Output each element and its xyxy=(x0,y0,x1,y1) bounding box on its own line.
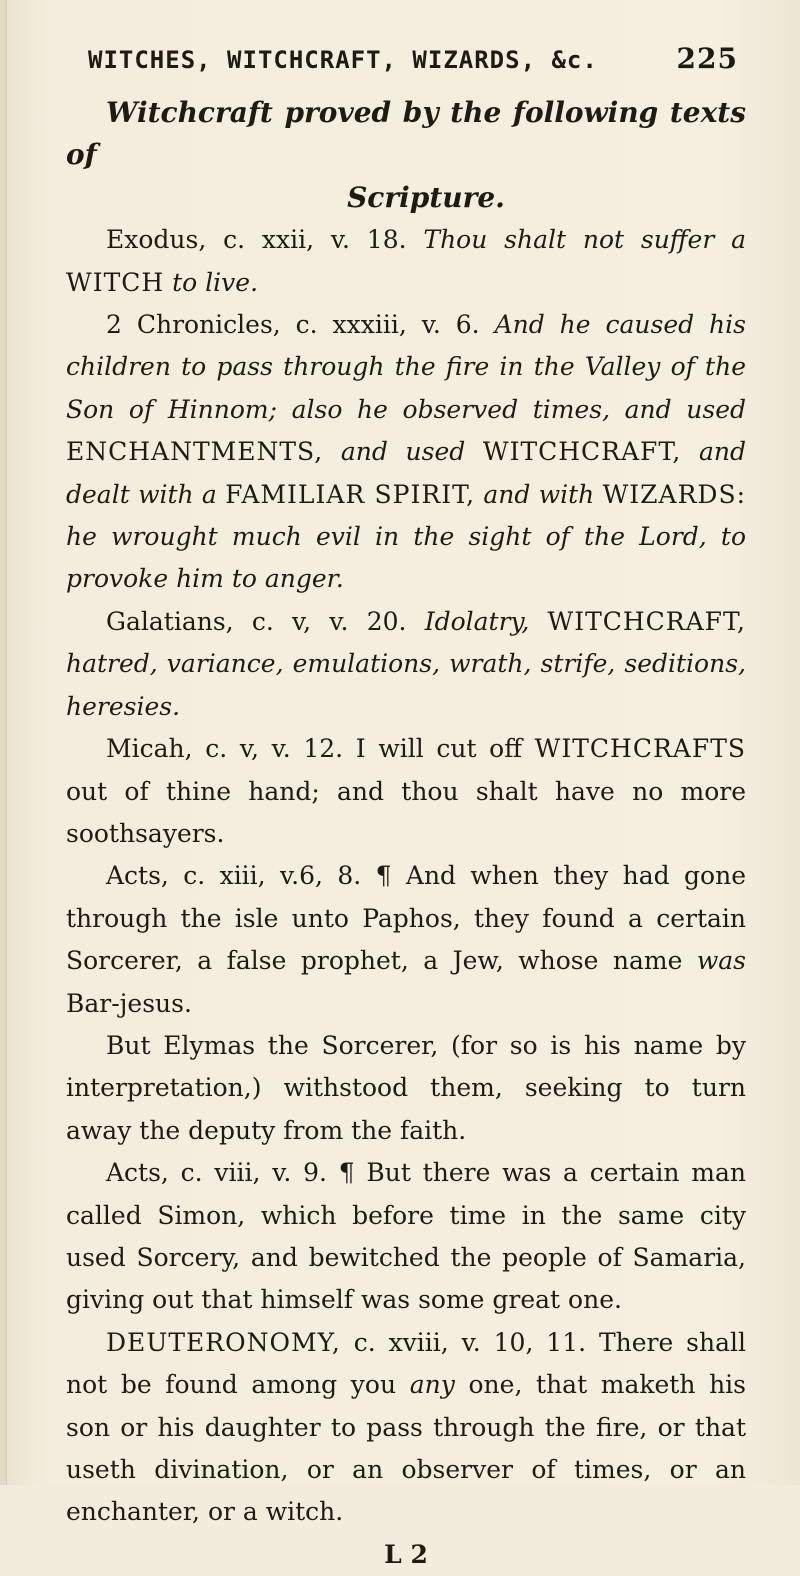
page-number: 225 xyxy=(676,42,738,75)
passage-chronicles: 2 Chronicles, c. xxxiii, v. 6. And he caused his children to pass through the fire in the Valley of the Son of Hinnom; also he observed times, and used ENCHANTMENTS, and used WITCHCRAFT, and dealt with a FAMILIAR SPIRIT, and with WIZARDS: he wrought much evil in the sight of the Lord, to provoke him to anger. xyxy=(66,310,746,594)
passage-ref: Micah, c. v, v. 12. xyxy=(106,734,344,764)
running-head xyxy=(88,42,738,75)
passage-acts-13: Acts, c. xiii, v.6, 8. ¶ And when they had gone through the isle unto Paphos, they found a certain Sorcerer, a false prophet, a Jew, whose name was Bar-jesus. xyxy=(66,861,746,1018)
passage-deuteronomy: DEUTERONOMY, c. xviii, v. 10, 11. There shall not be found among you any one, that maketh his son or his daughter to pass through the fire, or that useth divination, or an observer of times, or an enchanter, or a witch. xyxy=(66,1327,747,1527)
passage-ref: Acts, c. xiii, v.6, 8. xyxy=(106,861,362,891)
signature-mark: L 2 xyxy=(384,1539,428,1569)
passage-acts-8: Acts, c. viii, v. 9. ¶ But there was a certain man called Simon, which before time in the same city used Sorcery, and bewitched the people of Samaria, giving out that himself was some great one. xyxy=(66,1158,746,1315)
body-text xyxy=(66,92,746,1576)
passage-micah: Micah, c. v, v. 12. I will cut off WITCHCRAFTS out of thine hand; and thou shalt have no more soothsayers. xyxy=(66,734,747,848)
page-gutter-edge xyxy=(0,0,7,1485)
passage-ref: Exodus, c. xxii, v. 18. xyxy=(106,225,407,255)
passage-ref: Acts, c. viii, v. 9. xyxy=(106,1158,327,1188)
passage-ref: 2 Chronicles, c. xxxiii, v. 6. xyxy=(106,310,480,340)
passage-ref: c. xviii, v. 10, 11. xyxy=(353,1327,587,1357)
running-head-title: WITCHES, WITCHCRAFT, WIZARDS, &c. xyxy=(88,46,598,74)
section-heading: Witchcraft proved by the following texts of Scripture. xyxy=(66,96,746,214)
passage-exodus: Exodus, c. xxii, v. 18. Thou shalt not suffer a WITCH to live. xyxy=(66,225,747,297)
passage-elymas: But Elymas the Sorcerer, (for so is his name by interpretation,) withstood them, seeking to turn away the deputy from the faith. xyxy=(66,1030,746,1145)
passage-galatians: Galatians, c. v, v. 20. Idolatry, WITCHCRAFT, hatred, variance, emulations, wrath, strife, seditions, heresies. xyxy=(66,606,746,721)
passage-ref: Galatians, c. v, v. 20. xyxy=(106,606,407,636)
pilcrow: ¶ xyxy=(375,861,392,891)
pilcrow: ¶ xyxy=(338,1158,355,1188)
